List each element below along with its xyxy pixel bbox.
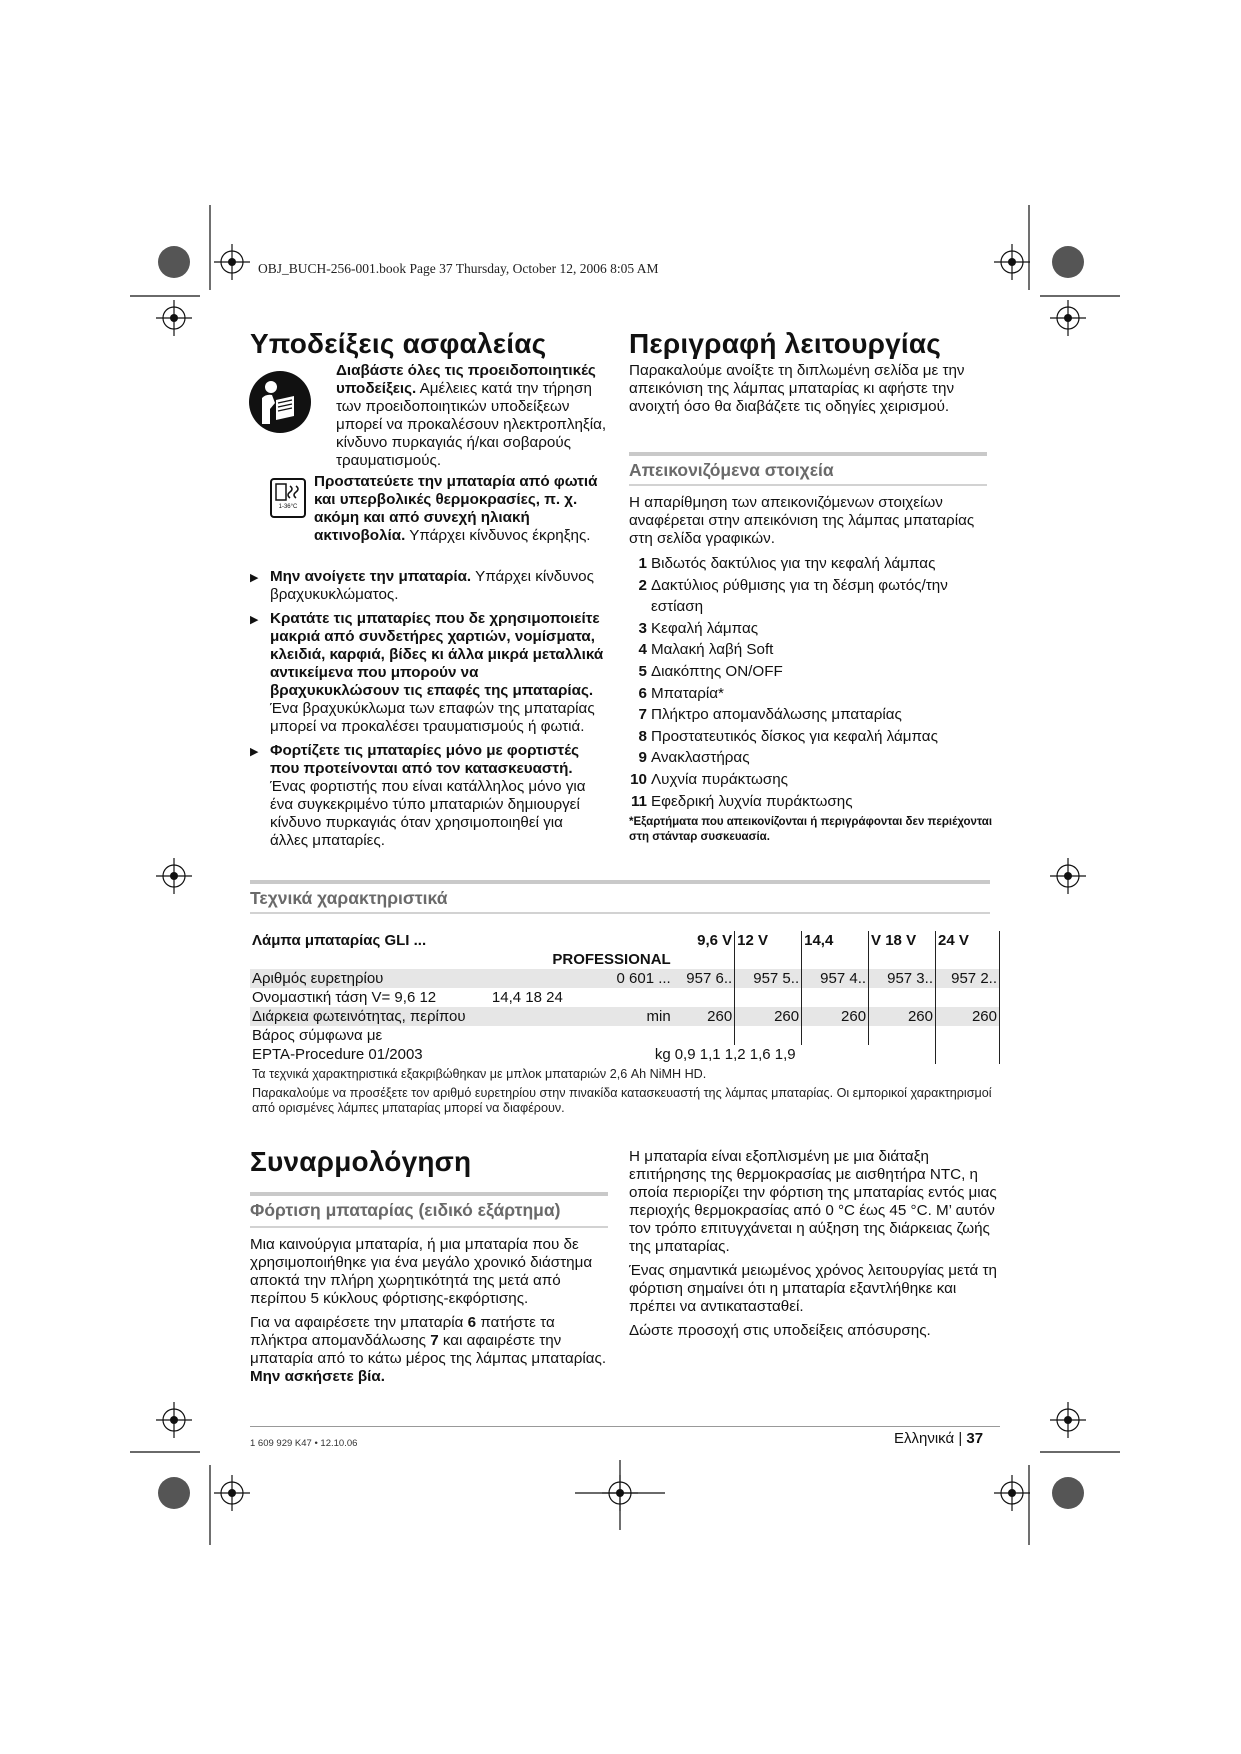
section-rule bbox=[629, 484, 987, 486]
item-text: Κεφαλή λάμπας bbox=[651, 619, 759, 637]
separator: | bbox=[958, 1430, 963, 1447]
item-text: Ανακλαστήρας bbox=[651, 749, 750, 767]
list-item bbox=[629, 553, 999, 575]
safety-title: Υποδείξεις ασφαλείας bbox=[250, 328, 547, 359]
assembly-title: Συναρμολόγηση bbox=[250, 1146, 472, 1177]
list-item bbox=[629, 661, 999, 683]
item-number: 3 bbox=[638, 619, 647, 637]
depicted-items-heading: Απεικονιζόμενα στοιχεία bbox=[629, 460, 834, 480]
function-intro: Παρακαλούμε ανοίξτε τη διπλωμένη σελίδα με την απεικόνιση της λάμπας μπαταρίας κι αφήστε την ανοιχτή όσο θα διαβάζετε τις οδηγίες χειρισμού. bbox=[629, 362, 965, 415]
table-cell: 957 4.. bbox=[802, 969, 869, 988]
table-cell: min bbox=[490, 1007, 673, 1026]
item-text: Διακόπτης ON/OFF bbox=[651, 662, 783, 680]
assembly-right-text bbox=[629, 1148, 999, 1346]
doc-code: 1 609 929 K47 • 12.10.06 bbox=[250, 1438, 358, 1449]
table-cell: Ονομαστική τάση V= 9,6 12 bbox=[252, 989, 437, 1006]
table-cell: 24 V bbox=[935, 931, 999, 950]
list-item bbox=[629, 769, 999, 791]
battery-icon-label: 1-36°C bbox=[278, 504, 298, 510]
table-cell: 957 5.. bbox=[735, 969, 802, 988]
bullet-arrow-icon: ▶ bbox=[250, 746, 259, 758]
item-text: Μαλακή λαβή Soft bbox=[651, 641, 774, 659]
page-footer bbox=[894, 1430, 983, 1447]
list-item bbox=[629, 618, 999, 640]
table-cell: Βάρος σύμφωνα με bbox=[252, 1027, 383, 1044]
item-number: 1 bbox=[638, 555, 647, 572]
item-number: 10 bbox=[630, 770, 647, 788]
table-cell: 14,4 18 24 bbox=[491, 989, 563, 1006]
table-row bbox=[250, 1045, 1000, 1064]
section-rule bbox=[250, 1192, 608, 1196]
table-cell: Αριθμός ευρετηρίου bbox=[250, 969, 490, 988]
table-cell: 260 bbox=[869, 1007, 936, 1026]
table-cell: Λάμπα μπαταρίας GLI ... bbox=[252, 932, 427, 949]
paragraph: Μια καινούργια μπαταρία, ή μια μπαταρία που δε χρησιμοποιήθηκε για ένα μεγάλο χρονικό διάστημα αποκτά την πλήρη χωρητικότητά της μετά από περίπου 5 κύκλους φόρτισης-εκφόρτισης. bbox=[250, 1236, 593, 1307]
item-number: 8 bbox=[638, 727, 647, 745]
table-cell: PROFESSIONAL bbox=[552, 951, 671, 968]
tech-title: Τεχνικά χαρακτηριστικά bbox=[250, 888, 448, 908]
item-text: Μπαταρία* bbox=[651, 684, 724, 702]
item-number: 7 bbox=[638, 706, 647, 724]
table-cell: 0 601 ... bbox=[490, 969, 673, 988]
section-rule bbox=[629, 452, 987, 456]
item-number: 11 bbox=[630, 792, 647, 810]
table-cell: 957 6.. bbox=[673, 969, 735, 988]
list-item bbox=[629, 747, 999, 769]
table-cell: 260 bbox=[802, 1007, 869, 1026]
footer-rule bbox=[250, 1426, 1000, 1427]
page-number: 37 bbox=[966, 1430, 984, 1447]
bullet-arrow-icon: ▶ bbox=[250, 572, 259, 584]
item-text: Βιδωτός δακτύλιος για την κεφαλή λάμπας bbox=[651, 555, 936, 572]
item-number: 6 bbox=[638, 684, 647, 702]
list-item bbox=[629, 575, 999, 618]
table-cell: 0,9 1,1 1,2 1,6 1,9 bbox=[674, 1046, 796, 1063]
component-list bbox=[629, 553, 999, 812]
list-item bbox=[629, 726, 999, 748]
list-item bbox=[629, 639, 999, 661]
bullet-item: ▶ Μην ανοίγετε την μπαταρία. Υπάρχει κίνδυνος βραχυκυκλώματος. bbox=[250, 568, 594, 603]
paragraph: Δώστε προσοχή στις υποδείξεις απόσυρσης. bbox=[629, 1322, 931, 1339]
item-number: 2 bbox=[638, 576, 647, 594]
safety-heat-warning: Προστατεύετε την μπαταρία από φωτιά και υπερβολικές θερμοκρασίες, π. χ. ακόμη και από συνεχή ηλιακή ακτινοβολία. Υπάρχει κίνδυνος έκρηξης. bbox=[314, 473, 598, 544]
table-cell: 957 3.. bbox=[869, 969, 936, 988]
table-cell: 260 bbox=[735, 1007, 802, 1026]
table-cell: Διάρκεια φωτεινότητας, περίπου bbox=[250, 1007, 490, 1026]
table-row bbox=[250, 1026, 1000, 1045]
bullet-item: ▶ Φορτίζετε τις μπαταρίες μόνο με φορτιστές που προτείνονται από τον κατασκευαστή. Ένας φορτιστής που είναι κατάλληλος μόνο για ένα συγκεκριμένο τύπο μπαταριών δημιουργεί κίνδυνο πυρκαγιάς όταν χρησιμοποιηθεί για άλλες μπαταρίες. bbox=[250, 742, 586, 849]
language-label: Ελληνικά bbox=[894, 1430, 955, 1447]
item-text: Εφεδρική λυχνία πυράκτωσης bbox=[651, 792, 853, 810]
section-rule bbox=[250, 1226, 608, 1228]
item-number: 4 bbox=[638, 641, 647, 659]
paragraph: Η μπαταρία είναι εξοπλισμένη με μια διάταξη επιτήρησης της θερμοκρασίας με αισθητήρα NTC, η οποία περιορίζει την φόρτιση της μπαταρίας εντός μιας περιοχής θερμοκρασίας από 0 °C έως 45 °C. Μ’ αυτόν τον τρόπο επιτυγχάνεται η αύξηση της διάρκειας ζωής της μπαταρίας. bbox=[629, 1148, 997, 1255]
battery-heat-icon bbox=[270, 478, 306, 518]
item-number: 5 bbox=[638, 662, 647, 680]
read-manual-icon bbox=[248, 370, 312, 434]
safety-bullets bbox=[248, 568, 604, 856]
function-title: Περιγραφή λειτουργίας bbox=[629, 328, 942, 359]
paragraph: Ένας σημαντικά μειωμένος χρόνος λειτουργίας μετά τη φόρτιση σημαίνει ότι η μπαταρία εξαντλήθηκε και πρέπει να αντικατασταθεί. bbox=[629, 1262, 997, 1315]
table-cell: 12 V bbox=[735, 931, 802, 950]
item-text: Δακτύλιος ρύθμισης για τη δέσμη φωτός/την εστίαση bbox=[651, 576, 948, 616]
footnote: *Εξαρτήματα που απεικονίζονται ή περιγράφονται δεν περιέχονται στη στάνταρ συσκευασία. bbox=[629, 816, 993, 843]
item-text: Προστατευτικός δίσκος για κεφαλή λάμπας bbox=[651, 727, 938, 745]
bullet-arrow-icon: ▶ bbox=[250, 614, 259, 626]
tech-note-1: Τα τεχνικά χαρακτηριστικά εξακριβώθηκαν με μπλοκ μπαταριών 2,6 Ah NiMH HD. bbox=[252, 1067, 707, 1081]
table-row bbox=[250, 931, 1000, 950]
bullet-item: ▶ Κρατάτε τις μπαταρίες που δε χρησιμοποιείτε μακριά από συνδετήρες χαρτιών, νομίσματα, κλειδιά, καρφιά, βίδες κι άλλα μικρά μεταλλικά αντικείμενα που μπορούν να βραχυκυκλώσουν τις επαφές της μπαταρίας. Ένα βραχυκύκλωμα των επαφών της μπαταρίας μπορεί να προκαλέσει τραυματισμούς ή φωτιά. bbox=[250, 610, 604, 735]
safety-intro: Διαβάστε όλες τις προειδοποιητικές υποδείξεις. Αμέλειες κατά την τήρηση των προειδοποιητικών υποδείξεων μπορεί να προκαλέσουν ηλεκτροπληξία, κίνδυνο πυρκαγιάς ή/και σοβαρούς τραυματισμούς. bbox=[336, 362, 607, 469]
table-row bbox=[250, 969, 1000, 988]
table-cell: 14,4 bbox=[802, 931, 869, 950]
tech-note-2: Παρακαλούμε να προσέξετε τον αριθμό ευρετηρίου στην πινακίδα κατασκευαστή της λάμπας μπαταρίας. Οι εμπορικοί χαρακτηρισμοί από ορισμένες λάμπες μπαταρίας μπορεί να διαφέρουν. bbox=[252, 1086, 992, 1115]
charging-heading: Φόρτιση μπαταρίας (ειδικό εξάρτημα) bbox=[250, 1200, 561, 1220]
list-item bbox=[629, 683, 999, 705]
item-text: Λυχνία πυράκτωσης bbox=[651, 770, 788, 788]
table-cell: V 18 V bbox=[869, 931, 936, 950]
table-cell: kg bbox=[654, 1046, 671, 1063]
table-cell: 9,6 V bbox=[673, 931, 735, 950]
section-rule bbox=[250, 880, 990, 884]
table-cell: 260 bbox=[935, 1007, 999, 1026]
list-item bbox=[629, 791, 999, 813]
book-header: OBJ_BUCH-256-001.book Page 37 Thursday, October 12, 2006 8:05 AM bbox=[258, 261, 659, 276]
tech-table bbox=[250, 931, 1000, 1064]
table-row bbox=[250, 1007, 1000, 1026]
table-cell: 957 2.. bbox=[935, 969, 999, 988]
item-number: 9 bbox=[638, 749, 647, 767]
section-rule bbox=[250, 912, 990, 914]
depicted-intro: Η απαρίθμηση των απεικονιζόμενων στοιχείων αναφέρεται στην απεικόνιση της λάμπας μπαταρίας στη σελίδα γραφικών. bbox=[629, 494, 975, 547]
paragraph: Για να αφαιρέσετε την μπαταρία 6 πατήστε τα πλήκτρα απομανδάλωσης 7 και αφαιρέστε την μπαταρία από το κάτω μέρος της λάμπας μπαταρίας. Μην ασκήσετε βία. bbox=[250, 1314, 607, 1385]
table-cell: EPTA-Procedure 01/2003 bbox=[252, 1046, 423, 1063]
list-item bbox=[629, 704, 999, 726]
item-text: Πλήκτρο απομανδάλωσης μπαταρίας bbox=[651, 706, 902, 724]
table-row bbox=[250, 988, 1000, 1007]
assembly-left-text bbox=[250, 1236, 610, 1392]
table-cell: 260 bbox=[673, 1007, 735, 1026]
table-row bbox=[250, 950, 1000, 969]
